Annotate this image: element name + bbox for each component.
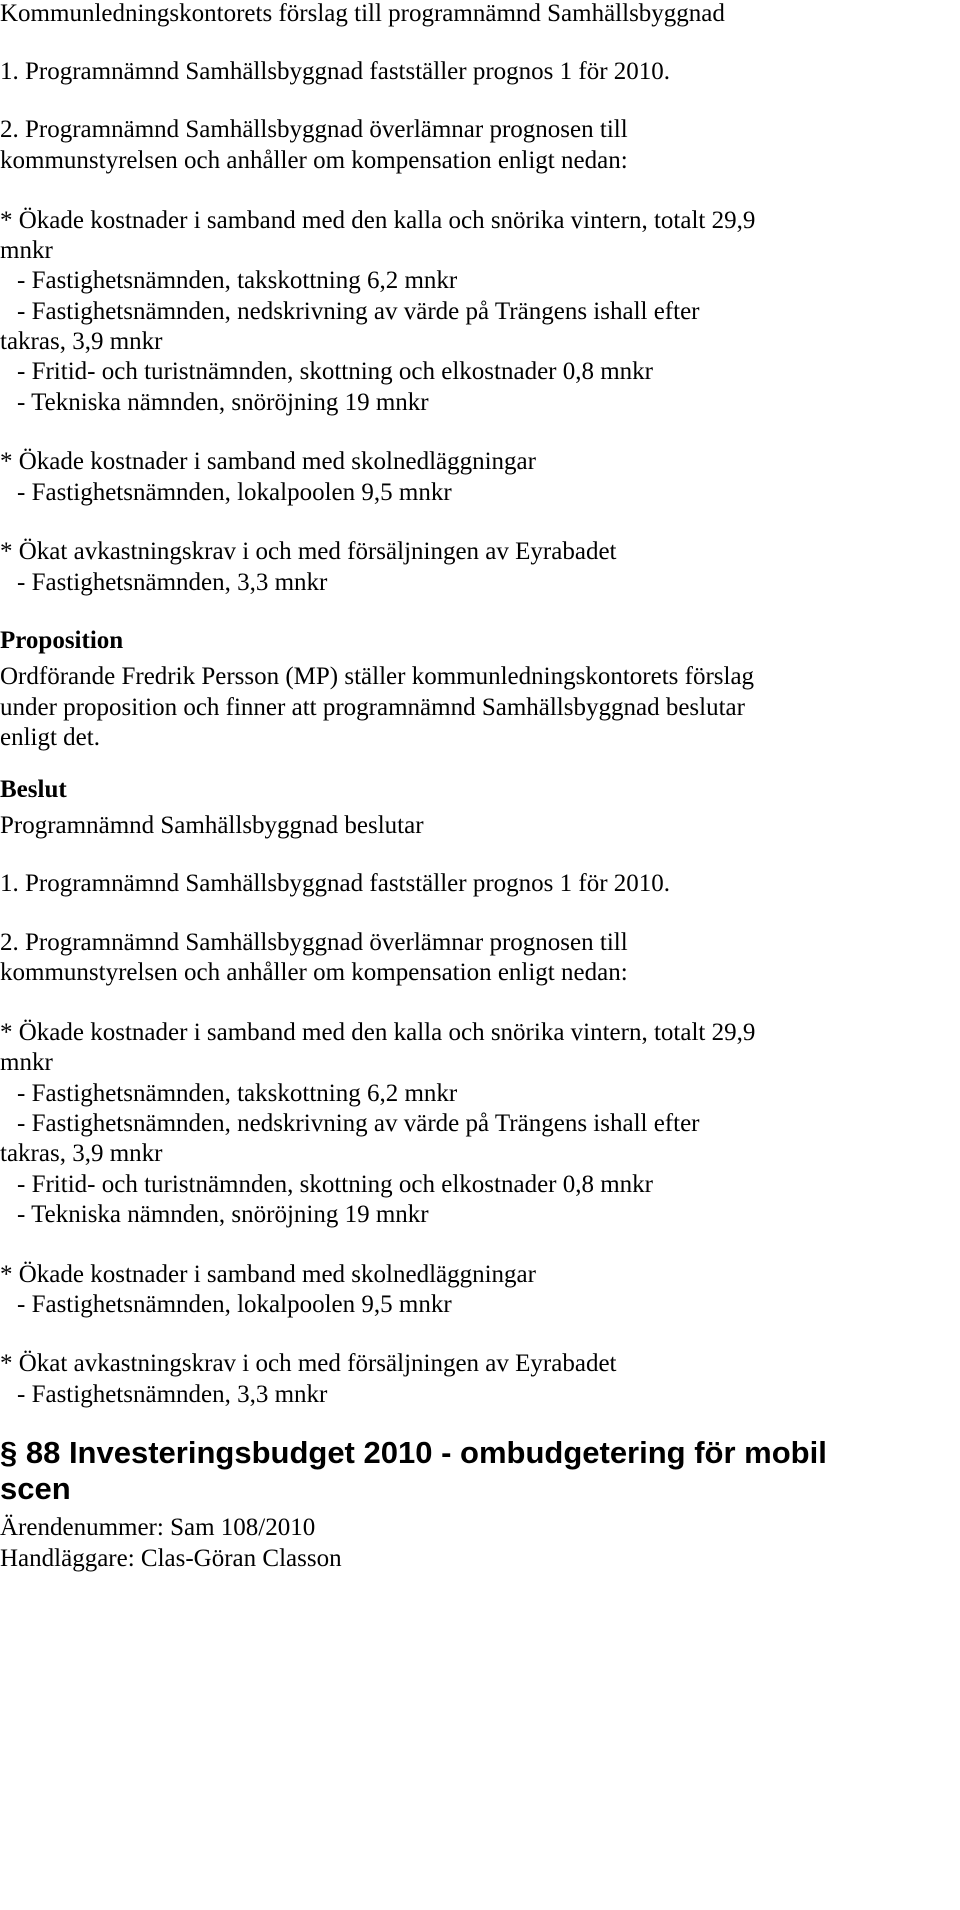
proposition-line-3: enligt det. bbox=[0, 724, 100, 751]
beslut-bullet-winter-item-2-line-1: - Fastighetsnämnden, nedskrivning av värde på Trängens ishall efter bbox=[17, 1110, 700, 1137]
proposal-point-2-line-2: kommunstyrelsen och anhåller om kompensation enligt nedan: bbox=[0, 147, 628, 174]
section-88-heading-line-2: scen bbox=[0, 1471, 71, 1506]
section-88-heading-line-1: § 88 Investeringsbudget 2010 - ombudgetering för mobil bbox=[0, 1435, 827, 1470]
bullet-schools-item-1: - Fastighetsnämnden, lokalpoolen 9,5 mnkr bbox=[17, 479, 452, 506]
proposition-line-2: under proposition och finner att programnämnd Samhällsbyggnad beslutar bbox=[0, 694, 745, 721]
proposition-heading: Proposition bbox=[0, 627, 124, 654]
bullet-winter-item-3: - Fritid- och turistnämnden, skottning och elkostnader 0,8 mnkr bbox=[17, 358, 654, 385]
bullet-winter-item-2-line-1: - Fastighetsnämnden, nedskrivning av värde på Trängens ishall efter bbox=[17, 298, 700, 325]
beslut-intro: Programnämnd Samhällsbyggnad beslutar bbox=[0, 812, 424, 839]
bullet-winter-item-4: - Tekniska nämnden, snöröjning 19 mnkr bbox=[17, 389, 429, 416]
beslut-bullet-schools: * Ökade kostnader i samband med skolnedläggningar bbox=[0, 1261, 536, 1288]
beslut-point-2-line-2: kommunstyrelsen och anhåller om kompensation enligt nedan: bbox=[0, 959, 628, 986]
proposal-point-2-line-1: 2. Programnämnd Samhällsbyggnad överlämnar prognosen till bbox=[0, 116, 628, 143]
beslut-bullet-winter-line-1: * Ökade kostnader i samband med den kalla och snörika vintern, totalt 29,9 bbox=[0, 1019, 756, 1046]
beslut-bullet-winter-item-4: - Tekniska nämnden, snöröjning 19 mnkr bbox=[17, 1201, 429, 1228]
bullet-winter-item-2-line-2: takras, 3,9 mnkr bbox=[0, 328, 163, 355]
bullet-schools: * Ökade kostnader i samband med skolnedläggningar bbox=[0, 448, 536, 475]
beslut-bullet-eyrabadet-item-1: - Fastighetsnämnden, 3,3 mnkr bbox=[17, 1381, 328, 1408]
bullet-eyrabadet: * Ökat avkastningskrav i och med försäljningen av Eyrabadet bbox=[0, 538, 617, 565]
bullet-winter-line-2: mnkr bbox=[0, 237, 53, 264]
beslut-point-2-line-1: 2. Programnämnd Samhällsbyggnad överlämnar prognosen till bbox=[0, 929, 628, 956]
beslut-heading: Beslut bbox=[0, 776, 67, 803]
beslut-bullet-winter-item-3: - Fritid- och turistnämnden, skottning och elkostnader 0,8 mnkr bbox=[17, 1171, 654, 1198]
proposal-intro: Kommunledningskontorets förslag till programnämnd Samhällsbyggnad bbox=[0, 0, 725, 27]
beslut-bullet-winter-line-2: mnkr bbox=[0, 1049, 53, 1076]
handlaggare: Handläggare: Clas-Göran Classon bbox=[0, 1545, 342, 1572]
beslut-bullet-schools-item-1: - Fastighetsnämnden, lokalpoolen 9,5 mnkr bbox=[17, 1291, 452, 1318]
arendenummer: Ärendenummer: Sam 108/2010 bbox=[0, 1514, 316, 1541]
beslut-point-1: 1. Programnämnd Samhällsbyggnad fastställer prognos 1 för 2010. bbox=[0, 870, 671, 897]
proposal-point-1: 1. Programnämnd Samhällsbyggnad fastställer prognos 1 för 2010. bbox=[0, 58, 671, 85]
beslut-bullet-winter-item-2-line-2: takras, 3,9 mnkr bbox=[0, 1140, 163, 1167]
proposition-line-1: Ordförande Fredrik Persson (MP) ställer kommunledningskontorets förslag bbox=[0, 663, 755, 690]
bullet-eyrabadet-item-1: - Fastighetsnämnden, 3,3 mnkr bbox=[17, 569, 328, 596]
beslut-bullet-eyrabadet: * Ökat avkastningskrav i och med försäljningen av Eyrabadet bbox=[0, 1350, 617, 1377]
beslut-bullet-winter-item-1: - Fastighetsnämnden, takskottning 6,2 mnkr bbox=[17, 1080, 458, 1107]
bullet-winter-line-1: * Ökade kostnader i samband med den kalla och snörika vintern, totalt 29,9 bbox=[0, 207, 756, 234]
bullet-winter-item-1: - Fastighetsnämnden, takskottning 6,2 mnkr bbox=[17, 267, 458, 294]
